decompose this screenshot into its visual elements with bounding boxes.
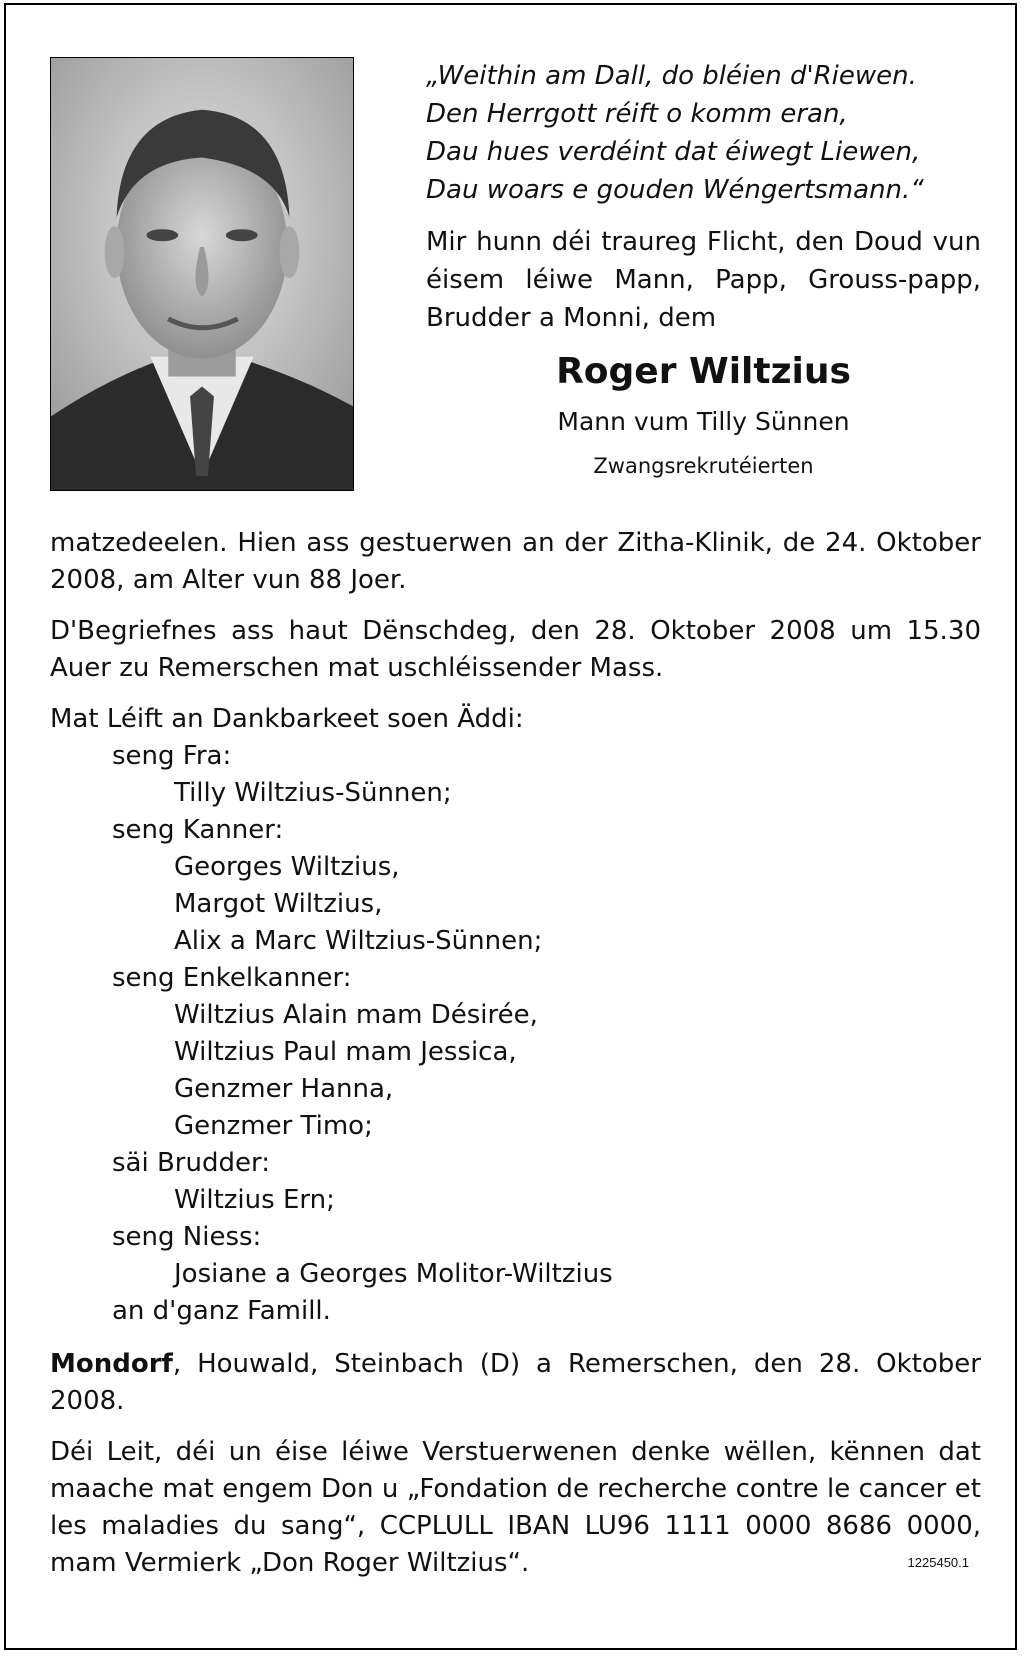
intro-text: Mir hunn déi traureg Flicht, den Doud vun éisem léiwe Mann, Papp, Grouss-papp, Brudder a Monni, dem (426, 227, 981, 333)
poem (426, 57, 981, 209)
poem-line: Den Herrgott réift o komm eran, (426, 99, 848, 129)
family-member: Georges Wiltzius, (174, 852, 400, 882)
poem-line: Dau woars e gouden Wéngertsmann.“ (426, 175, 924, 205)
deceased-note: Zwangsrekrutéierten (593, 454, 814, 478)
mourners-intro: Mat Léift an Dankbarkeet soen Äddi: (50, 704, 524, 734)
family-member: Genzmer Hanna, (174, 1074, 394, 1104)
obituary-body (50, 525, 981, 1596)
deceased-name: Roger Wiltzius (556, 351, 851, 392)
poem-line: Dau hues verdéint dat éiwegt Liewen, (426, 137, 921, 167)
family-member: Genzmer Timo; (174, 1111, 373, 1141)
header-text-column (426, 57, 981, 481)
place-rest: , Houwald, Steinbach (D) a Remerschen, den 28. Oktober 2008. (50, 1349, 981, 1416)
deceased-relation: Mann vum Tilly Sünnen (557, 407, 850, 436)
poem-line: „Weithin am Dall, do bléien d'Riewen. (426, 61, 917, 91)
portrait-image (51, 58, 353, 490)
family-member: Josiane a Georges Molitor-Wiltzius (174, 1259, 613, 1289)
donation-text: Déi Leit, déi un éise léiwe Verstuerwenen denke wëllen, kënnen dat maache mat engem Don u „Fondation de recherche contre le cancer et les maladies du sang“, CCPLULL IBAN LU96 1111 0000 8686 0000, mam Vermierk „Don Roger Wiltzius“. (50, 1437, 981, 1578)
family-member: Wiltzius Paul mam Jessica, (174, 1037, 517, 1067)
family-relation: seng Fra: (112, 741, 232, 771)
obituary-notice (4, 3, 1017, 1650)
place-date (50, 1346, 981, 1420)
funeral-text: D'Begriefnes ass haut Dënschdeg, den 28. Oktober 2008 um 15.30 Auer zu Remerschen mat uschléissender Mass. (50, 616, 981, 683)
family-list (50, 738, 981, 1330)
portrait-photo (50, 57, 354, 491)
family-member: Margot Wiltzius, (174, 889, 383, 919)
family-member: Tilly Wiltzius-Sünnen; (174, 778, 452, 808)
family-relation: seng Niess: (112, 1222, 262, 1252)
family-relation: seng Enkelkanner: (112, 963, 352, 993)
family-member: Wiltzius Alain mam Désirée, (174, 1000, 538, 1030)
death-text: matzedeelen. Hien ass gestuerwen an der Zitha-Klinik, de 24. Oktober 2008, am Alter vun 88 Joer. (50, 528, 981, 595)
family-relation: säi Brudder: (112, 1148, 270, 1178)
family-closing: an d'ganz Famill. (112, 1296, 331, 1326)
family-member: Alix a Marc Wiltzius-Sünnen; (174, 926, 543, 956)
place-bold: Mondorf (50, 1349, 173, 1379)
family-relation: seng Kanner: (112, 815, 284, 845)
reference-number: 1225450.1 (907, 1555, 969, 1570)
family-member: Wiltzius Ern; (174, 1185, 335, 1215)
